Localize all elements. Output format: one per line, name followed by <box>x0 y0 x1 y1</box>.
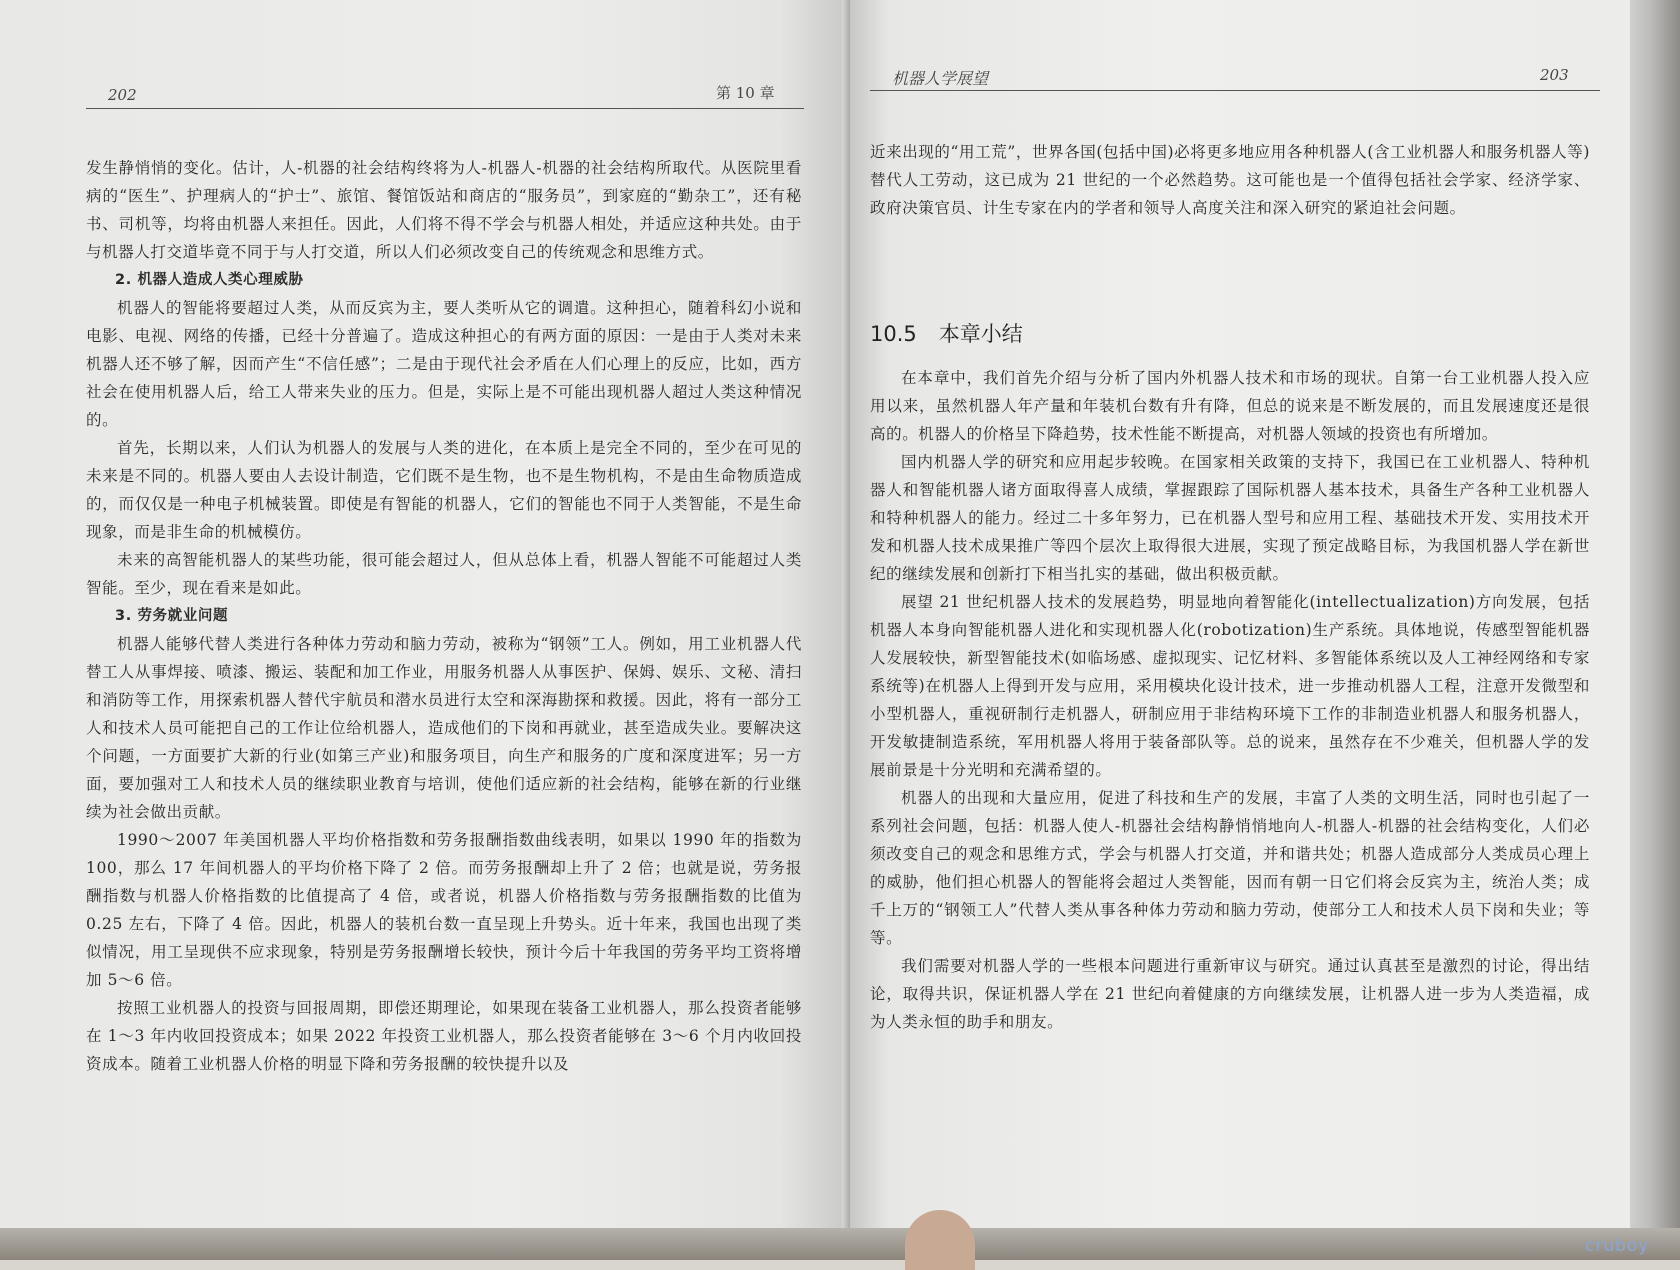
left-page-number: 202 <box>108 86 137 104</box>
section-number: 10.5 <box>870 322 917 346</box>
right-top-paragraph: 近来出现的“用工荒”，世界各国(包括中国)必将更多地应用各种机器人(含工业机器人和服务机器人等)替代人工劳动，这已成为 21 世纪的一个必然趋势。这可能也是一个值得包括社会学家、经济学家、政府决策官员、计生专家在内的学者和领导人高度关注和深入研究的紧迫社会问题。 <box>870 143 1590 217</box>
subsection-heading: 3. 劳务就业问题 <box>115 608 229 624</box>
right-body-text <box>870 364 1590 1036</box>
paragraph: 发生静悄悄的变化。估计，人-机器的社会结构终将为人-机器人-机器的社会结构所取代。从医院里看病的“医生”、护理病人的“护士”、旅馆、餐馆饭站和商店的“服务员”，到家庭的“勤杂工”，还有秘书、司机等，均将由机器人来担任。因此，人们将不得不学会与机器人相处，并适应这种共处。由于与机器人打交道毕竟不同于与人打交道，所以人们必须改变自己的传统观念和思维方式。 <box>86 159 802 261</box>
paragraph: 首先，长期以来，人们认为机器人的发展与人类的进化，在本质上是完全不同的，至少在可见的未来是不同的。机器人要由人去设计制造，它们既不是生物，也不是生物机构，不是由生命物质造成的，而仅仅是一种电子机械装置。即使是有智能的机器人，它们的智能也不同于人类智能，不是生命现象，而是非生命的机械模仿。 <box>86 439 802 541</box>
subsection-heading: 2. 机器人造成人类心理威胁 <box>115 272 304 288</box>
bottom-shadow <box>0 1228 1680 1260</box>
right-page-number: 203 <box>1540 66 1569 84</box>
paragraph: 机器人的出现和大量应用，促进了科技和生产的发展，丰富了人类的文明生活，同时也引起了一系列社会问题，包括：机器人使人-机器社会结构静悄悄地向人-机器人-机器的社会结构变化，人们必须改变自己的观念和思维方式，学会与机器人打交道，并和谐共处；机器人造成部分人类成员心理上的威胁，他们担心机器人的智能将会超过人类智能，因而有朝一日它们将会反宾为主，统治人类；成千上万的“钢领工人”代替人类从事各种体力劳动和脑力劳动，使部分工人和技术人员下岗和失业；等等。 <box>870 789 1590 947</box>
left-chapter-label: 第 10 章 <box>716 84 775 102</box>
paragraph: 在本章中，我们首先介绍与分析了国内外机器人技术和市场的现状。自第一台工业机器人投入应用以来，虽然机器人年产量和年装机台数有升有降，但总的说来是不断发展的，而且发展速度还是很高的。机器人的价格呈下降趋势，技术性能不断提高，对机器人领域的投资也有所增加。 <box>870 369 1590 443</box>
left-header-rule <box>86 108 804 109</box>
paragraph: 国内机器人学的研究和应用起步较晚。在国家相关政策的支持下，我国已在工业机器人、特种机器人和智能机器人诸方面取得喜人成绩，掌握跟踪了国际机器人基本技术，具备生产各种工业机器人和特种机器人的能力。经过二十多年努力，已在机器人型号和应用工程、基础技术开发、实用技术开发和机器人技术成果推广等四个层次上取得很大进展，实现了预定战略目标，为我国机器人学在新世纪的继续发展和创新打下相当扎实的基础，做出积极贡献。 <box>870 453 1590 583</box>
section-title: 本章小结 <box>938 322 1023 346</box>
paragraph: 未来的高智能机器人的某些功能，很可能会超过人，但从总体上看，机器人智能不可能超过人类智能。至少，现在看来是如此。 <box>86 551 802 597</box>
right-top-text <box>870 138 1590 222</box>
page-edge-stack <box>1630 0 1680 1260</box>
left-page <box>0 0 848 1240</box>
right-running-title: 机器人学展望 <box>892 69 989 88</box>
paragraph: 按照工业机器人的投资与回报周期，即偿还期理论，如果现在装备工业机器人，那么投资者能够在 1～3 年内收回投资成本；如果 2022 年投资工业机器人，那么投资者能够在 3～6 个月内收回投资成本。随着工业机器人价格的明显下降和劳务报酬的较快提升以及 <box>86 999 802 1073</box>
watermark: cruboy <box>1585 1236 1650 1256</box>
paragraph: 机器人能够代替人类进行各种体力劳动和脑力劳动，被称为“钢领”工人。例如，用工业机器人代替工人从事焊接、喷漆、搬运、装配和加工作业，用服务机器人从事医护、保姆、娱乐、文秘、清扫和消防等工作，用探索机器人替代宇航员和潜水员进行太空和深海勘探和救援。因此，将有一部分工人和技术人员可能把自己的工作让位给机器人，造成他们的下岗和再就业，甚至造成失业。要解决这个问题，一方面要扩大新的行业(如第三产业)和服务项目，向生产和服务的广度和深度进军；另一方面，要加强对工人和技术人员的继续职业教育与培训，使他们适应新的社会结构，能够在新的行业继续为社会做出贡献。 <box>86 635 802 821</box>
left-body-text <box>86 154 802 1078</box>
paragraph: 机器人的智能将要超过人类，从而反宾为主，要人类听从它的调遣。这种担心，随着科幻小说和电影、电视、网络的传播，已经十分普遍了。造成这种担心的有两方面的原因：一是由于人类对未来机器人还不够了解，因而产生“不信任感”；二是由于现代社会矛盾在人们心理上的反应，比如，西方社会在使用机器人后，给工人带来失业的压力。但是，实际上是不可能出现机器人超过人类这种情况的。 <box>86 299 802 429</box>
paragraph: 1990～2007 年美国机器人平均价格指数和劳务报酬指数曲线表明，如果以 1990 年的指数为 100，那么 17 年间机器人的平均价格下降了 2 倍。而劳务报酬却上升了 2 倍；也就是说，劳务报酬指数与机器人价格指数的比值提高了 4 倍，或者说，机器人价格指数与劳务报酬指数的比值为 0.25 左右，下降了 4 倍。因此，机器人的装机台数一直呈现上升势头。近十年来，我国也出现了类似情况，用工呈现供不应求现象，特别是劳务报酬增长较快，预计今后十年我国的劳务平均工资将增加 5～6 倍。 <box>86 831 802 989</box>
right-header-rule <box>870 90 1600 91</box>
paragraph: 展望 21 世纪机器人技术的发展趋势，明显地向着智能化(intellectualization)方向发展，包括机器人本身向智能机器人进化和实现机器人化(robotization)生产系统。具体地说，传感型智能机器人发展较快，新型智能技术(如临场感、虚拟现实、记忆材料、多智能体系统以及人工神经网络和专家系统等)在机器人上得到开发与应用，采用模块化设计技术，进一步推动机器人工程，注意开发微型和小型机器人，重视研制行走机器人，研制应用于非结构环境下工作的非制造业机器人和服务机器人，开发敏捷制造系统，军用机器人将用于装备部队等。总的说来，虽然存在不少难关，但机器人学的发展前景是十分光明和充满希望的。 <box>870 593 1590 779</box>
section-heading <box>870 318 1023 348</box>
paragraph: 我们需要对机器人学的一些根本问题进行重新审议与研究。通过认真甚至是激烈的讨论，得出结论，取得共识，保证机器人学在 21 世纪向着健康的方向继续发展，让机器人进一步为人类造福，成为人类永恒的助手和朋友。 <box>870 957 1590 1031</box>
